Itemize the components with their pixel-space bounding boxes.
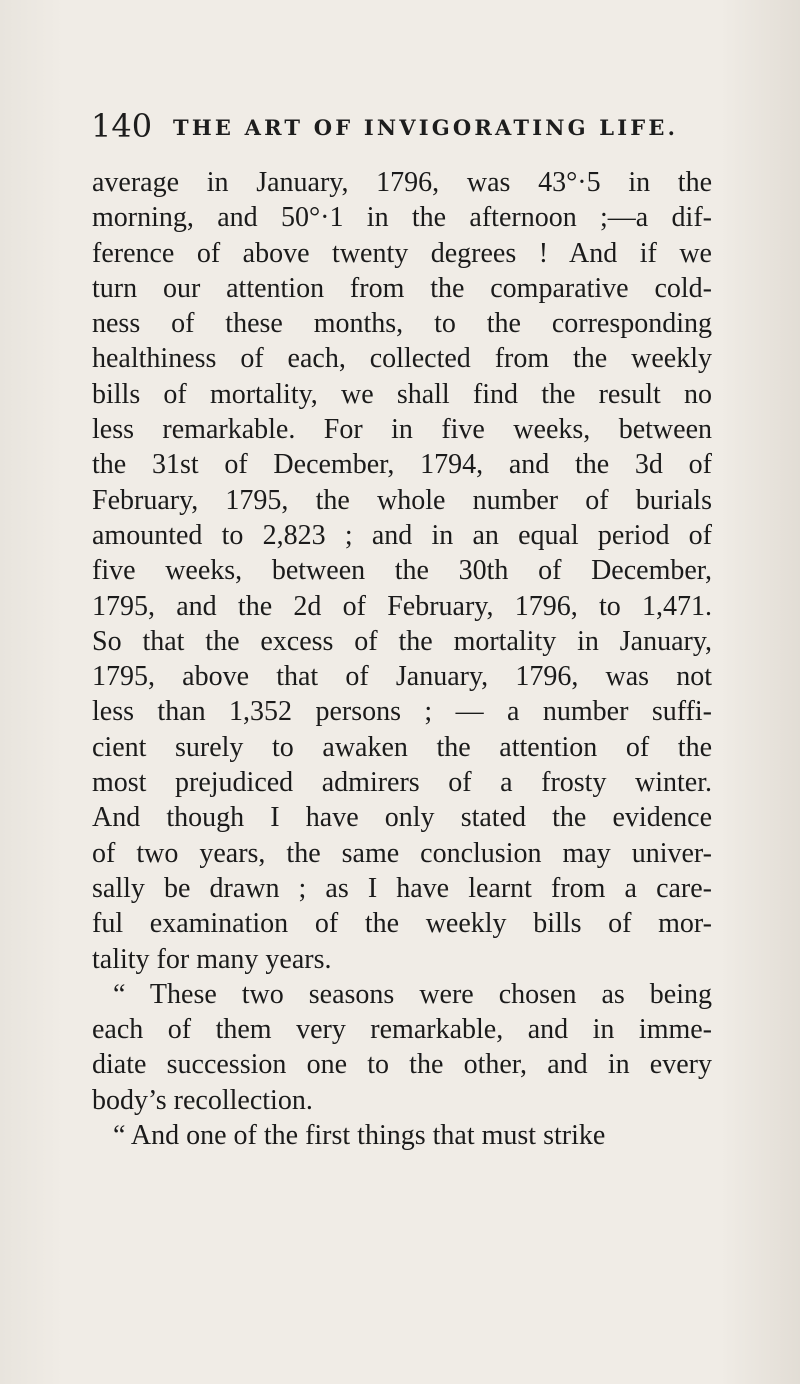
text-line: “ These two seasons were chosen as being	[113, 978, 712, 1010]
text-line: 1795, and the 2d of February, 1796, to 1,471.	[92, 590, 712, 622]
text-line: ness of these months, to the corresponding	[92, 308, 712, 340]
text-line: the 31st of December, 1794, and the 3d of	[92, 449, 712, 481]
text-line: morning, and 50°·1 in the afternoon ;—a dif-	[92, 202, 712, 234]
text-line: “ And one of the first things that must strike	[113, 1120, 606, 1152]
text-line: sally be drawn ; as I have learnt from a care-	[92, 872, 712, 904]
text-line: of two years, the same conclusion may univer-	[92, 837, 712, 869]
text-line: tality for many years.	[92, 943, 332, 975]
text-line: February, 1795, the whole number of burials	[92, 484, 712, 516]
text-line: ful examination of the weekly bills of mor-	[92, 908, 712, 940]
text-line: amounted to 2,823 ; and in an equal period of	[92, 519, 712, 551]
text-line: So that the excess of the mortality in January,	[92, 625, 712, 657]
text-line: diate succession one to the other, and in every	[92, 1049, 712, 1081]
text-line: most prejudiced admirers of a frosty winter.	[92, 767, 712, 799]
text-line: average in January, 1796, was 43°·5 in the	[92, 167, 712, 198]
running-head: THE ART OF INVIGORATING LIFE.	[173, 115, 679, 140]
text-line: less than 1,352 persons ; — a number suffi-	[92, 696, 712, 728]
text-line: turn our attention from the comparative cold-	[92, 272, 712, 304]
text-line: And though I have only stated the evidence	[92, 802, 712, 834]
text-line: bills of mortality, we shall find the result no	[92, 378, 712, 410]
page-number: 140	[91, 107, 153, 145]
text-line: five weeks, between the 30th of December,	[92, 555, 712, 587]
text-line: body’s recollection.	[92, 1084, 313, 1116]
page-header	[91, 106, 751, 146]
text-line: cient surely to awaken the attention of the	[92, 731, 712, 763]
text-line: 1795, above that of January, 1796, was not	[92, 661, 712, 693]
text-line: healthiness of each, collected from the weekly	[92, 343, 712, 375]
text-line: ference of above twenty degrees ! And if we	[92, 237, 712, 269]
text-line: less remarkable. For in five weeks, between	[92, 414, 712, 446]
text-line: each of them very remarkable, and in imme-	[92, 1014, 712, 1046]
body-text	[92, 165, 712, 1153]
